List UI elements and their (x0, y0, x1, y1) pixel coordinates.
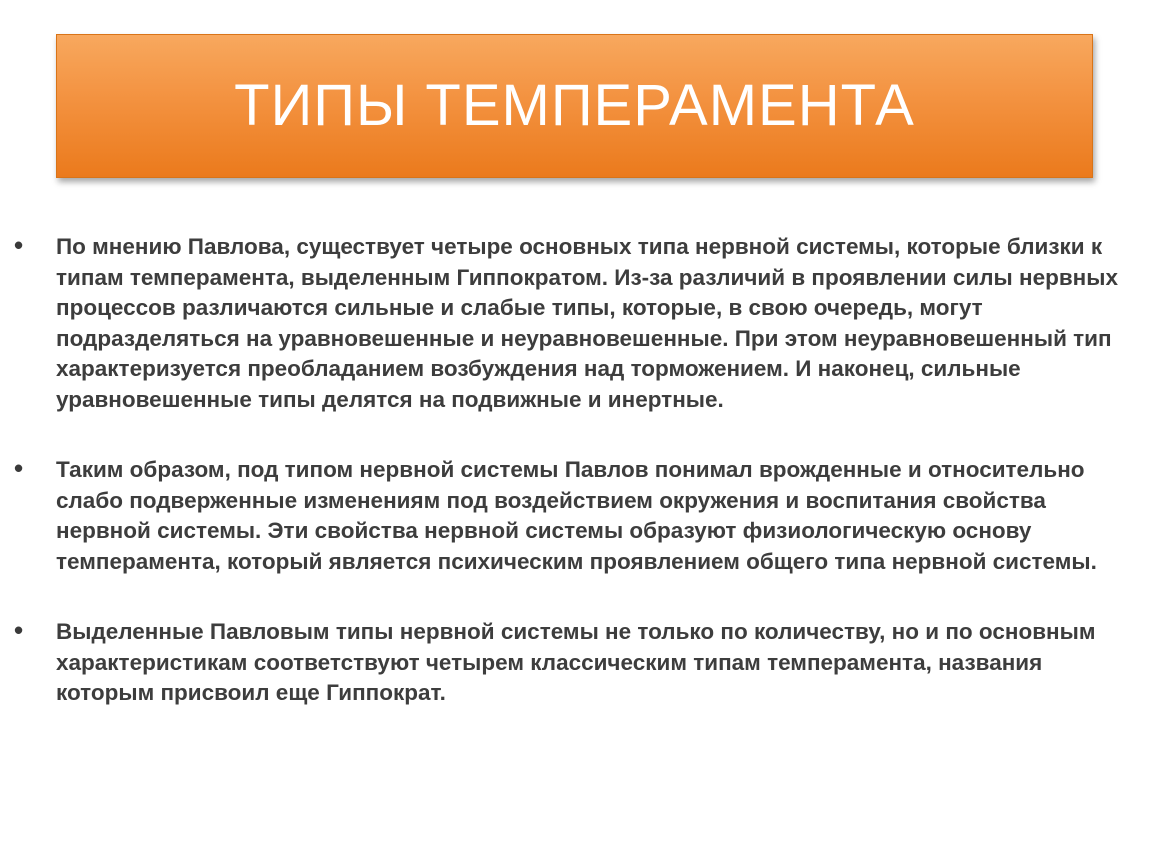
bullet-item (14, 455, 1140, 577)
bullet-item (14, 617, 1140, 709)
slide-title: ТИПЫ ТЕМПЕРАМЕНТА (234, 73, 915, 138)
bullet-text: По мнению Павлова, существует четыре основных типа нервной системы, которые близки к типам темперамента, выделенным Гиппократом. Из-за различий в проявлении силы нервных процессов различаются сильные и слабые типы, которые, в свою очередь, могут подразделяться на уравновешенные и неуравновешенные. При этом неуравновешенный тип характеризуется преобладанием возбуждения над торможением. И наконец, сильные уравновешенные типы делятся на подвижные и инертные. (56, 234, 1118, 412)
bullet-text: Выделенные Павловым типы нервной системы не только по количеству, но и по основным характеристикам соответствуют четырем классическим типам темперамента, названия которым присвоил еще Гиппократ. (56, 619, 1096, 705)
bullet-icon: • (14, 453, 24, 483)
title-banner (56, 34, 1093, 178)
slide-content (14, 232, 1140, 749)
bullet-item (14, 232, 1140, 415)
bullet-icon: • (14, 230, 24, 260)
bullet-text: Таким образом, под типом нервной системы Павлов понимал врожденные и относительно слабо подверженные изменениям под воздействием окружения и воспитания свойства нервной системы. Эти свойства нервной системы образуют физиологическую основу темперамента, который является психическим проявлением общего типа нервной системы. (56, 457, 1097, 574)
bullet-icon: • (14, 615, 24, 645)
